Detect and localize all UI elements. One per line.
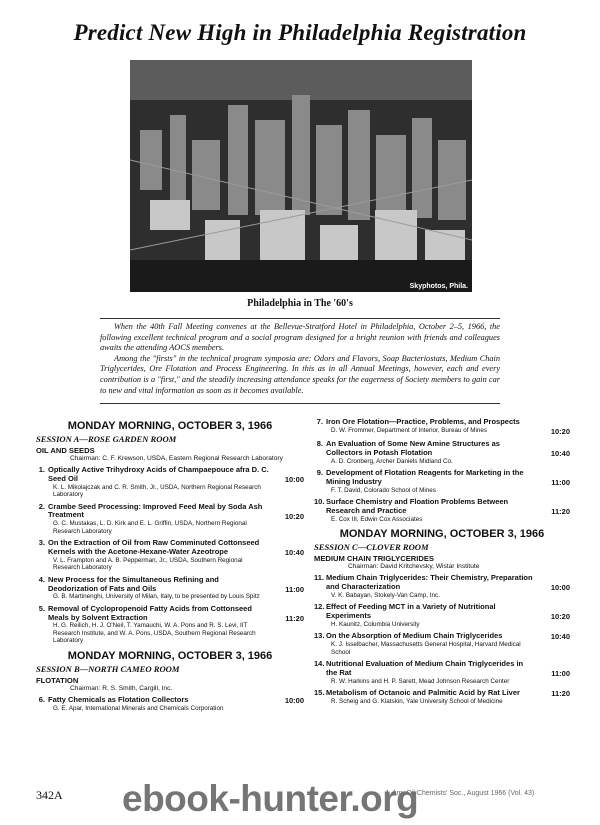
watermark: ebook-hunter.org <box>122 778 419 819</box>
photo-credit: Skyphotos, Phila. <box>409 283 468 290</box>
paper-authors: H. G. Reilich, H. J. O'Neil, T. Yamauchi, W. A. Pons and R. S. Levi, IIT Research Institute, and W. A. Pons, USDA, Southern Regional Research Laboratory <box>53 622 256 645</box>
paper-time: 10:20 <box>550 612 570 622</box>
intro-paragraph: When the 40th Fall Meeting convenes at the Bellevue-Stratford Hotel in Philadelphia, October 2–5, 1966, the following excellent technical program and a social program designed for a bright reunion with friends and colleagues awaits the attending AOCS members. <box>100 322 500 353</box>
paper-authors: G. E. Apar, International Minerals and Chemicals Corporation <box>53 704 224 712</box>
paper-title: Development of Flotation Reagents for Marketing in the Mining Industry <box>326 468 524 486</box>
paper-title: Medium Chain Triglycerides: Their Chemistry, Preparation and Characterization <box>326 573 533 592</box>
paper-number: 13. <box>314 631 325 641</box>
skyline-illustration <box>130 60 472 292</box>
paper-title: Fatty Chemicals as Flotation Collectors <box>48 694 189 704</box>
paper-number: 11. <box>314 573 325 583</box>
paper-item <box>314 440 570 465</box>
paper-item <box>36 466 304 499</box>
paper-item <box>314 498 570 523</box>
paper-item <box>314 689 570 705</box>
paper-time: 11:00 <box>551 669 570 679</box>
paper-title: An Evaluation of Some New Amine Structures as Collectors in Potash Flotation <box>326 439 500 457</box>
paper-authors: D. W. Frommer, Department of Interior, Bureau of Mines <box>331 426 488 434</box>
paper-number: 5. <box>38 603 45 613</box>
session-heading: SESSION B—NORTH CAMEO ROOM <box>36 663 180 674</box>
paper-number: 10. <box>314 497 325 507</box>
paper-time: 10:00 <box>550 583 570 593</box>
session-chairman: Chairman: C. F. Krewson, USDA, Eastern Regional Research Laboratory <box>70 455 283 462</box>
intro-paragraph: Among the "firsts" in the technical program symposia are: Odors and Flavors, Soap Bacteriostats, Medium Chain Triglycerides, Ore Flotation and Process Engineering. In this as in all Annual Meetings, however, each and every contribution is a "first," and the steadily increasing attendance speaks for the eagerness of Society members to gain car to new and vital information as soon as it becomes available. <box>100 353 500 395</box>
paper-title: Crambe Seed Processing: Improved Feed Meal by Soda Ash Treatment <box>48 501 263 520</box>
paper-item <box>36 605 304 645</box>
paper-time: 10:20 <box>550 427 570 436</box>
right-column <box>314 418 570 710</box>
paper-number: 8. <box>316 439 323 448</box>
paper-number: 4. <box>38 574 45 584</box>
paper-title: Iron Ore Flotation—Practice, Problems, and Prospects <box>326 417 520 426</box>
paper-time: 10:20 <box>284 511 304 521</box>
paper-time: 10:00 <box>284 475 304 484</box>
paper-authors: G. B. Martinenghi, University of Milan, Italy, to be presented by Louis Spitz <box>53 593 260 601</box>
journal-citation: J. Am. Oil Chemists' Soc., August 1966 (Vol. 43) <box>385 790 535 797</box>
session-topic: MEDIUM CHAIN TRIGLYCERIDES <box>314 554 434 564</box>
session-topic: OIL AND SEEDS <box>36 446 95 455</box>
city-aerial-photo <box>130 60 472 292</box>
paper-number: 1. <box>38 465 45 474</box>
paper-item <box>314 469 570 494</box>
paper-title: Removal of Cyclopropenoid Fatty Acids from Cottonseed Meals by Solvent Extraction <box>48 603 252 622</box>
day-heading: MONDAY MORNING, OCTOBER 3, 1966 <box>67 420 273 432</box>
paper-authors: K. L. Mikolajczak and C. R. Smith, Jr., USDA, Northern Regional Research Laboratory <box>53 483 261 499</box>
paper-item <box>314 418 570 436</box>
paper-item <box>36 503 304 536</box>
paper-title: On the Absorption of Medium Chain Triglycerides <box>326 631 503 641</box>
bottom-divider <box>100 403 500 404</box>
top-divider <box>100 318 500 319</box>
paper-title: Metabolism of Octanoic and Palmitic Acid by Rat Liver <box>326 688 520 698</box>
paper-number: 14. <box>314 659 325 669</box>
paper-title: New Process for the Simultaneous Refining and Deodorization of Fats and Oils <box>48 574 219 593</box>
paper-authors: E. Cox III, Edwin Cox Associates <box>331 515 423 523</box>
paper-title: On the Extraction of Oil from Raw Comminuted Cottonseed Kernels with the Acetone-Hexane-Water Azeotrope <box>48 538 260 556</box>
paper-time: 10:40 <box>550 449 570 458</box>
left-column <box>36 415 304 716</box>
session-heading: SESSION C—CLOVER ROOM <box>314 542 429 553</box>
session-chairman: Chairman: R. S. Smith, Cargill, Inc. <box>70 684 173 692</box>
photo-caption: Philadelphia in The '60's <box>247 298 353 309</box>
paper-number: 2. <box>38 501 45 511</box>
paper-item <box>36 576 304 601</box>
paper-authors: F. T. David, Colorado School of Mines <box>331 486 436 494</box>
day-heading: MONDAY MORNING, OCTOBER 3, 1966 <box>339 528 545 541</box>
page-number: 342A <box>36 788 63 802</box>
paper-time: 11:00 <box>551 478 570 488</box>
paper-time: 10:40 <box>550 632 570 642</box>
paper-authors: K. J. Isselbacher, Massachusetts General Hospital, Harvard Medical School <box>331 641 521 656</box>
paper-number: 7. <box>316 417 323 426</box>
paper-number: 3. <box>38 538 45 548</box>
paper-title: Nutritional Evaluation of Medium Chain Triglycerides in the Rat <box>326 659 524 678</box>
paper-authors: V. K. Babayan, Stokely-Van Camp, Inc. <box>331 591 440 599</box>
paper-number: 15. <box>314 688 325 698</box>
paper-item <box>314 660 570 685</box>
paper-authors: A. D. Cronberg, Archer Daniels Midland Co. <box>331 457 453 465</box>
paper-item <box>314 632 570 656</box>
paper-item <box>36 696 304 712</box>
session-chairman: Chairman: David Kritchevsky, Wistar Institute <box>348 563 480 571</box>
paper-number: 6. <box>38 694 45 704</box>
paper-authors: R. W. Harkins and H. P. Sarett, Mead Johnson Research Center <box>331 677 510 685</box>
paper-item <box>314 603 570 628</box>
session-topic: FLOTATION <box>36 675 79 685</box>
paper-time: 10:00 <box>284 695 304 705</box>
paper-title: Optically Active Trihydroxy Acids of Champaepouce afra D. C. Seed Oil <box>48 465 269 483</box>
paper-time: 10:40 <box>284 548 304 558</box>
paper-title: Effect of Feeding MCT in a Variety of Nutritional Experiments <box>326 602 496 621</box>
paper-time: 11:00 <box>285 584 304 594</box>
paper-authors: R. Scheig and G. Klatskin, Yale University School of Medicine <box>331 698 503 706</box>
paper-time: 11:20 <box>551 689 570 699</box>
day-heading: MONDAY MORNING, OCTOBER 3, 1966 <box>67 649 273 662</box>
paper-time: 11:20 <box>551 507 570 517</box>
paper-time: 11:20 <box>285 613 304 623</box>
paper-authors: V. L. Frampton and A. B. Pepperman, Jr., USDA, Southern Regional Research Laboratory <box>53 556 243 572</box>
paper-number: 12. <box>314 602 325 612</box>
page-headline: Predict New High in Philadelphia Registration <box>73 20 527 45</box>
intro-text <box>100 322 500 396</box>
paper-authors: H. Kaunitz, Columbia University <box>331 620 420 628</box>
paper-title: Surface Chemistry and Floation Problems Between Research and Practice <box>326 497 509 515</box>
session-heading: SESSION A—ROSE GARDEN ROOM <box>36 434 177 444</box>
paper-number: 9. <box>316 468 323 478</box>
paper-item <box>314 574 570 599</box>
paper-authors: G. C. Mustakas, L. D. Kirk and E. L. Griffin, USDA, Northern Regional Research Laboratory <box>53 520 247 535</box>
paper-item <box>36 539 304 572</box>
